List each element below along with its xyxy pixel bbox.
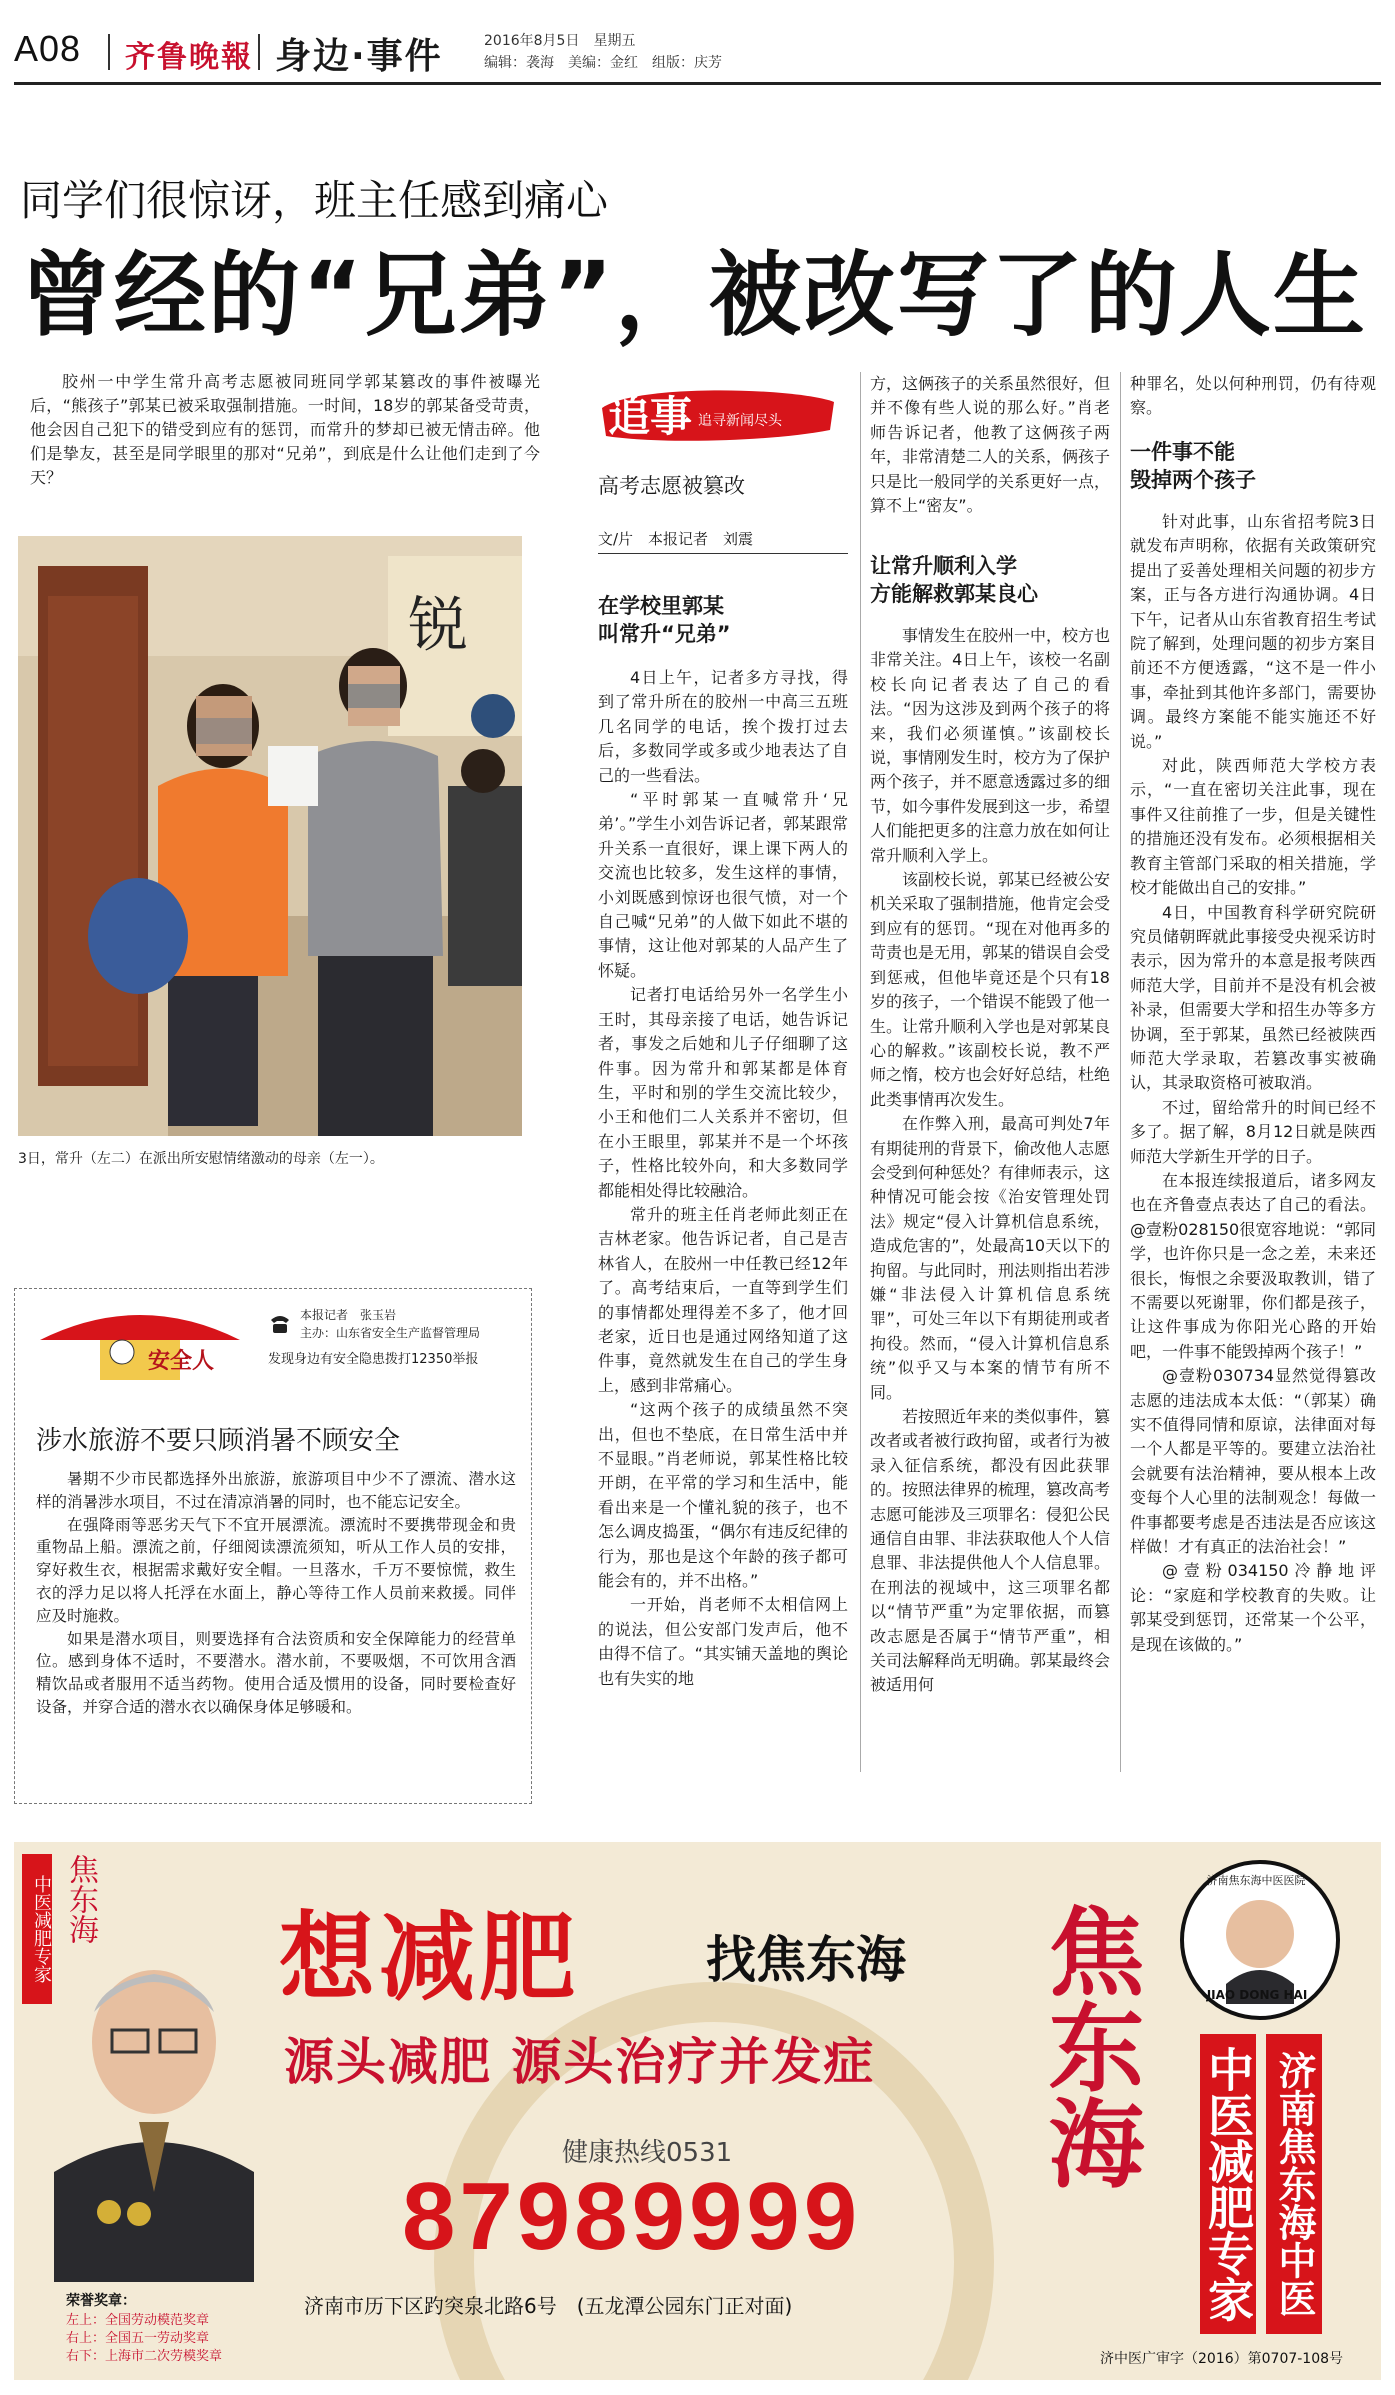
series-badge [598, 378, 838, 448]
paragraph: 一开始，肖老师不太相信网上的说法，但公安部门发声后，他不由得不信了。“其实铺天盖地的舆论也有失实的地 [598, 1595, 848, 1688]
paragraph: 不过，留给常升的时间已经不多了。据了解，8月12日就是陕西师范大学新生开学的日子。 [1130, 1097, 1376, 1166]
staff-line: 编辑：袭海 美编：金红 组版：庆芳 [484, 55, 722, 71]
svg-text:锐: 锐 [408, 591, 468, 661]
paragraph: 常升的班主任肖老师此刻正在吉林老家。他告诉记者，自己是吉林省人，在胶州一中任教已经12年了。高考结束后，一直等到学生们的事情都处理得差不多了，他才回老家，近日也是通过网络知道了这件事，竟然就发生在自己的学生身上，感到非常痛心。 [598, 1204, 848, 1395]
photo-caption: 3日，常升（左二）在派出所安慰情绪激动的母亲（左一）。 [18, 1151, 384, 1167]
col3-top [870, 372, 1110, 518]
safety-logo [30, 1300, 250, 1382]
paragraph: 方，这俩孩子的关系虽然很好，但并不像有些人说的那么好。”肖老师告诉记者，他教了这俩孩子两年，非常清楚二人的关系，俩孩子只是比一般同学的关系更好一点，算不上“密友”。 [870, 374, 1111, 516]
advertisement [14, 1842, 1381, 2380]
hotline-label: 健康热线0531 [562, 2138, 733, 2168]
masthead-divider [108, 34, 110, 70]
lead-paragraph: 胶州一中学生常升高考志愿被同班同学郭某篡改的事件被曝光后，“熊孩子”郭某已被采取强制措施。一时间，18岁的郭某备受苛责，他会因自己犯下的错受到应有的惩罚，而常升的梦却已被无情击碎。他们是挚友，甚至是同学眼里的那对“兄弟”，到底是什么让他们走到了今天？ [30, 372, 540, 487]
paragraph: 暑期不少市民都选择外出旅游，旅游项目中少不了漂流、潜水这样的消暑涉水项目，不过在清凉消暑的同时，也不能忘记安全。 [36, 1470, 516, 1511]
doctor-portrait [54, 1952, 254, 2282]
main-headline: 曾经的“兄弟”，被改写了的人生 [20, 242, 1367, 349]
honor-item: 左上：全国劳动模范奖章 [66, 2313, 210, 2328]
promo-reporter: 本报记者 张玉岩 [300, 1308, 397, 1322]
paragraph: @壹粉034150冷静地评论：“家庭和学校教育的失败。让郭某受到惩罚，还常某一个公平，是现在该做的。” [1130, 1561, 1376, 1654]
page-number: A08 [14, 28, 82, 69]
paragraph: 在作弊入刑，最高可判处7年有期徒刑的背景下，偷改他人志愿会受到何种惩处？有律师表示，这种情况可能会按《治安管理处罚法》规定“侵入计算机信息系统，造成危害的”，处最高10天以下的拘留。与此同时，刑法则指出若涉嫌“非法侵入计算机信息系统罪”，可处三年以下有期徒刑或者拘役。然而，“侵入计算机信息系统”似乎又与本案的情节有所不同。 [870, 1114, 1111, 1402]
column-divider [1120, 372, 1121, 1772]
series-title: 高考志愿被篡改 [598, 474, 745, 498]
paragraph: “这两个孩子的成绩虽然不突出，但也不垫底，在日常生活中并不显眼。”肖老师说，郭某性格比较开朗，在平常的学习和生活中，能看出来是一个懂礼貌的孩子，也不怎么调皮捣蛋，“偶尔有违反纪律的行为，那也是这个年龄的孩子都可能会有的，并不出格。” [598, 1400, 848, 1591]
column-divider [860, 372, 861, 1772]
paper-logo: 齐鲁晚報 [125, 40, 253, 75]
promo-hotline: 发现身边有安全隐患拨打12350举报 [268, 1352, 479, 1367]
paragraph: @壹粉030734显然觉得篡改志愿的违法成本太低：“（郭某）确实不值得同情和原谅，法律面对每一个人都是平等的。要建立法治社会就要有法治精神，要从根本上改变每个人心里的法制观念！每做一件事都要考虑是否违法是否应该这样做！才有真正的法治社会！” [1130, 1366, 1376, 1557]
promo-title: 涉水旅游不要只顾消暑不顾安全 [36, 1426, 401, 1456]
promo-sponsor: 主办：山东省安全生产监督管理局 [300, 1326, 481, 1340]
col3-subhead: 让常升顺利入学 方能解救郭某良心 [870, 554, 1038, 606]
byline: 文/片 本报记者 刘震 [598, 528, 848, 554]
ad-vertical-specialist: 中医减肥专家 [1200, 2034, 1256, 2334]
paragraph: 在强降雨等恶劣天气下不宜开展漂流。漂流时不要携带现金和贵重物品上船。漂流之前，仔细阅读漂流须知，听从工作人员的安排，穿好救生衣，根据需求戴好安全帽。一旦落水，千万不要惊慌，救生衣的浮力足以将人托浮在水面上，静心等待工作人员前来救援。同伴应及时施救。 [36, 1515, 516, 1625]
safety-logo-text: 安全人 [148, 1349, 215, 1374]
masthead-rule [14, 82, 1381, 85]
paragraph: 事情发生在胶州一中，校方也非常关注。4日上午，该校一名副校长向记者表达了自己的看法。“因为这涉及到两个孩子的将来，我们必须谨慎。”该副校长说，事情刚发生时，校方为了保护两个孩子，并不愿意透露过多的细节，如今事件发展到这一步，希望人们能把更多的注意力放在如何让常升顺利入学上。 [870, 626, 1111, 865]
ad-license: 济中医广审字（2016）第0707-108号 [1100, 2351, 1344, 2367]
ad-slogan-big: 想减肥 [279, 1902, 579, 2014]
honors-title: 荣誉奖章： [66, 2293, 136, 2309]
ad-slogan-line2: 源头减肥 源头治疗并发症 [284, 2033, 876, 2091]
col4-top [1130, 372, 1376, 421]
ad-address: 济南市历下区趵突泉北路6号 (五龙潭公园东门正对面) [304, 2294, 793, 2318]
ad-brush-big: 焦东海 [1033, 1902, 1146, 2190]
masthead-divider [258, 34, 260, 70]
ad-brush-name: 焦东海 [63, 1854, 98, 1944]
kicker-headline: 同学们很惊讶，班主任感到痛心 [20, 176, 609, 225]
section-title: 身边·事件 [275, 36, 443, 77]
badge-pinyin: zhuishi [648, 378, 680, 388]
col4-body [1130, 510, 1376, 1657]
hospital-seal-name: 济南焦东海中医医院 [1206, 1874, 1306, 1887]
paragraph: 该副校长说，郭某已经被公安机关采取了强制措施，他肯定会受到应有的惩罚。“现在对他再多的苛责也是无用，郭某的错误自会受到惩戒，但他毕竟还是个只有18岁的孩子，一个错误不能毁了他一生。让常升顺利入学也是对郭某良心的解救。”该副校长说，教不严师之惰，校方也会好好总结，杜绝此类事情再次发生。 [870, 870, 1111, 1109]
honor-item: 右上：全国五一劳动奖章 [66, 2331, 210, 2346]
ad-vertical-tag: 中医减肥专家 [22, 1854, 52, 2004]
paragraph: 4日，中国教育科学研究院研究员储朝晖就此事接受央视采访时表示，因为常升的本意是报考陕西师范大学，目前并不是没有机会被补录，但需要大学和招生办等多方协调，至于郭某，虽然已经被陕西师范大学录取，若篡改事实被确认，其录取资格可被取消。 [1130, 902, 1376, 1093]
col2-subhead: 在学校里郭某 叫常升“兄弟” [598, 594, 731, 646]
honors-list [66, 2312, 222, 2366]
hotline-number: 87989999 [402, 2163, 862, 2270]
date-line: 2016年8月5日 星期五 [484, 33, 636, 49]
umbrella-icon [30, 1300, 250, 1382]
badge-char: 追事 [608, 392, 693, 441]
hospital-seal-pinyin: JIAO DONG HAI [1206, 1988, 1308, 2002]
paragraph: 如果是潜水项目，则要选择有合法资质和安全保障能力的经营单位。感到身体不适时，不要潜水。潜水前，不要吸烟，不可饮用含酒精饮品或者服用不适当药物。使用合适及惯用的设备，同时要检查好设备，并穿合适的潜水衣以确保身体足够暖和。 [36, 1629, 516, 1716]
promo-body [36, 1468, 516, 1719]
col2-body [598, 666, 848, 1691]
honor-item: 右下：上海市二次劳模奖章 [66, 2349, 223, 2364]
col4-subhead: 一件事不能 毁掉两个孩子 [1130, 440, 1256, 492]
paragraph: 种罪名，处以何种刑罚，仍有待观察。 [1130, 374, 1376, 418]
paragraph: 针对此事，山东省招考院3日就发布声明称，依据有关政策研究提出了妥善处理相关问题的初步方案，正与各方进行沟通协调。4日下午，记者从山东省教育招生考试院了解到，处理问题的初步方案目前还不方便透露，“这不是一件小事，牵扯到其他许多部门，需要协调。最终方案能不能实施还不好说。” [1130, 512, 1376, 751]
paragraph: 4日上午，记者多方寻找，得到了常升所在的胶州一中高三五班几名同学的电话，挨个拨打过去后，多数同学或多或少地表达了自己的一些看法。 [598, 668, 848, 785]
news-photo [18, 536, 522, 1136]
ad-vertical-hospital: 济南焦东海中医 [1266, 2034, 1322, 2334]
col3-body [870, 624, 1110, 1698]
paragraph: 记者打电话给另外一名学生小王时，其母亲接了电话，她告诉记者，事发之后她和儿子仔细聊了这件事。因为常升和郭某都是体育生，平时和别的学生交流比较少，小王和他们二人关系并不密切，但在小王眼里，郭某并不是一个坏孩子，性格比较外向，和大多数同学都能相处得比较融洽。 [598, 985, 848, 1200]
ad-slogan-find: 找焦东海 [706, 1931, 906, 1989]
paragraph: 对此，陕西师范大学校方表示，“一直在密切关注此事，现在事件又往前推了一步，但是关键性的措施还没有发布。必须根据相关教育主管部门采取的相关措施，学校才能做出自己的安排。” [1130, 756, 1376, 898]
paragraph: “平时郭某一直喊常升‘兄弟’。”学生小刘告诉记者，郭某跟常升关系一直很好，课上课下两人的交流也比较多，发生这样的事情，小刘既感到惊讶也很气愤，对一个自己喊“兄弟”的人做下如此不堪的事情，这让他对郭某的人品产生了怀疑。 [598, 790, 848, 980]
paragraph: 若按照近年来的类似事件，篡改者或者被行政拘留，或者行为被录入征信系统，都没有因此获罪的。按照法律界的梳理，篡改高考志愿可能涉及三项罪名：侵犯公民通信自由罪、非法获取他人个人信息罪、非法提供他人个人信息罪。在刑法的视域中，这三项罪名都以“情节严重”为定罪依据，而篡改志愿是否属于“情节严重”，相关司法解释尚无明确。郭某最终会被适用何 [870, 1407, 1111, 1695]
paragraph: 在本报连续报道后，诸多网友也在齐鲁壹点表达了自己的看法。@壹粉028150很宽容地说：“郭同学，也许你只是一念之差，未来还很长，悔恨之余要汲取教训，错了不需要以死谢罪，你们都是孩子，让这件事成为你阳光心路的开始吧，一件事不能毁掉两个孩子！” [1130, 1170, 1376, 1361]
phone-icon [268, 1312, 292, 1336]
news-photo-illustration [18, 536, 522, 1136]
badge-tagline: 追寻新闻尽头 [698, 413, 782, 429]
